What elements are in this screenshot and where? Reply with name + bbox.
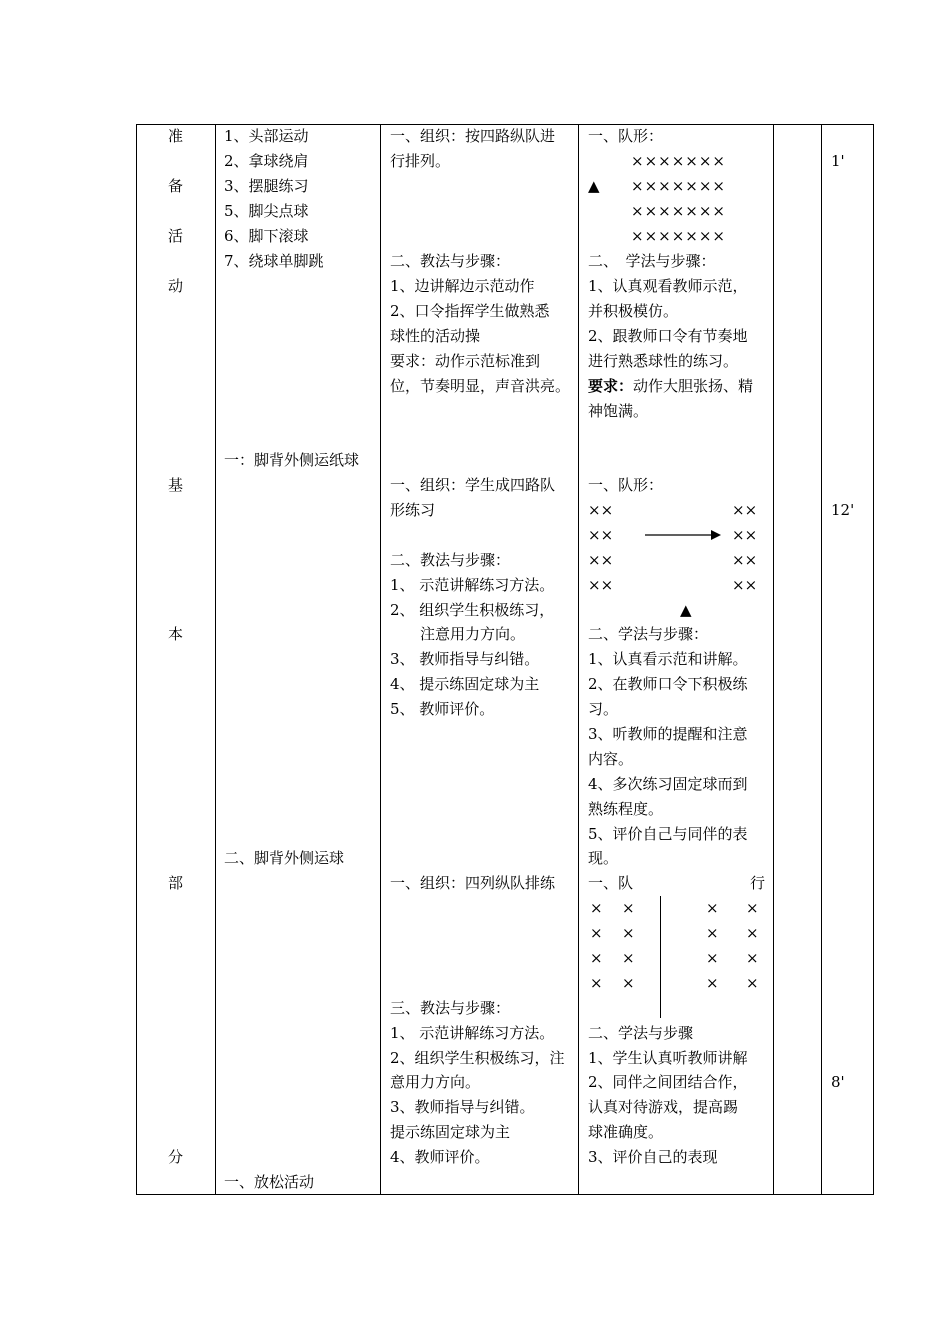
formation-pair: ×× <box>588 526 614 544</box>
formation-x: × <box>746 949 759 967</box>
teacher-line: 3、教师指导与纠错。 <box>390 1098 535 1116</box>
formation-x: × <box>590 899 603 917</box>
teacher-line: 注意用力方向。 <box>420 625 526 643</box>
student-line: 1、认真看示范和讲解。 <box>588 650 748 668</box>
student-line: 一、队形： <box>588 127 664 145</box>
student-line: 4、多次练习固定球而到 <box>588 775 748 793</box>
section-char: 动 <box>168 277 184 295</box>
teacher-line: 5、 教师评价。 <box>390 700 495 718</box>
content-line: 1、头部运动 <box>224 127 309 145</box>
teacher-line: 1、 示范讲解练习方法。 <box>390 1024 555 1042</box>
teacher-line: 3、 教师指导与纠错。 <box>390 650 540 668</box>
teacher-line: 1、 示范讲解练习方法。 <box>390 576 555 594</box>
student-line: 一、队 <box>588 874 634 892</box>
column-divider <box>380 124 381 1195</box>
teacher-line: 提示练固定球为主 <box>390 1123 511 1141</box>
teacher-line: 位，节奏明显，声音洪亮。 <box>390 377 571 395</box>
time-value: 12' <box>831 501 855 519</box>
student-line: 内容。 <box>588 750 634 768</box>
formation-x: × <box>706 924 719 942</box>
student-line: 认真对待游戏，提高踢 <box>588 1098 739 1116</box>
teacher-line: 一、组织：学生成四路队 <box>390 476 556 494</box>
teacher-triangle-icon: ▲ <box>588 177 600 195</box>
formation-pair: ×× <box>732 501 758 519</box>
student-line: 行 <box>750 874 766 892</box>
student-line: 3、听教师的提醒和注意 <box>588 725 748 743</box>
section-char: 本 <box>168 625 184 643</box>
formation-row: ××××××× <box>631 227 726 245</box>
student-line: 二、学法与步骤： <box>588 625 709 643</box>
student-line: 神饱满。 <box>588 402 649 420</box>
formation-pair: ×× <box>588 551 614 569</box>
teacher-line: 一、组织：四列纵队排练 <box>390 874 556 892</box>
student-line: 现。 <box>588 849 619 867</box>
student-line: 熟练程度。 <box>588 800 664 818</box>
formation-x: × <box>590 949 603 967</box>
section-char: 活 <box>168 227 184 245</box>
content-line: 6、脚下滚球 <box>224 227 309 245</box>
teacher-line: 一、组织：按四路纵队进 <box>390 127 556 145</box>
teacher-line: 4、 提示练固定球为主 <box>390 675 540 693</box>
column-divider <box>215 124 216 1195</box>
student-line: 3、评价自己的表现 <box>588 1148 718 1166</box>
content-line: 一、放松活动 <box>224 1173 315 1191</box>
formation-x: × <box>746 924 759 942</box>
formation-pair: ×× <box>732 576 758 594</box>
requirement-label: 要求： <box>588 377 634 395</box>
content-line: 二、脚背外侧运球 <box>224 849 345 867</box>
teacher-line: 二、教法与步骤： <box>390 252 511 270</box>
formation-x: × <box>746 974 759 992</box>
student-line: 一、队形： <box>588 476 664 494</box>
formation-pair: ×× <box>732 526 758 544</box>
requirement-text: 动作大胆张扬、精 <box>633 377 754 395</box>
content-line: 2、拿球绕肩 <box>224 152 309 170</box>
formation-x: × <box>706 899 719 917</box>
student-line: 2、同伴之间团结合作， <box>588 1073 748 1091</box>
section-char: 备 <box>168 177 184 195</box>
time-value: 8' <box>831 1073 845 1091</box>
student-line: 2、在教师口令下积极练 <box>588 675 748 693</box>
formation-x: × <box>706 974 719 992</box>
student-line: 5、评价自己与同伴的表 <box>588 825 748 843</box>
teacher-line: 三、教法与步骤： <box>390 999 511 1017</box>
student-line: 二、学法与步骤 <box>588 1024 694 1042</box>
formation-x: × <box>706 949 719 967</box>
teacher-line: 2、口令指挥学生做熟悉 <box>390 302 550 320</box>
formation-x: × <box>622 949 635 967</box>
content-line: 5、脚尖点球 <box>224 202 309 220</box>
formation-x: × <box>746 899 759 917</box>
formation-pair: ×× <box>588 501 614 519</box>
student-line: 二、 学法与步骤： <box>588 252 716 270</box>
formation-pair: ×× <box>588 576 614 594</box>
student-line: 2、跟教师口令有节奏地 <box>588 327 748 345</box>
content-line: 3、摆腿练习 <box>224 177 309 195</box>
teacher-line: 二、教法与步骤： <box>390 551 511 569</box>
section-char: 分 <box>168 1148 184 1166</box>
column-divider <box>773 124 774 1195</box>
student-line: 1、学生认真听教师讲解 <box>588 1049 748 1067</box>
formation-divider-line <box>660 896 661 1018</box>
student-line: 习。 <box>588 700 619 718</box>
section-char: 准 <box>168 127 184 145</box>
direction-arrow-icon <box>645 528 721 542</box>
student-line: 1、认真观看教师示范， <box>588 277 748 295</box>
teacher-line: 意用力方向。 <box>390 1073 481 1091</box>
formation-x: × <box>622 899 635 917</box>
teacher-line: 2、组织学生积极练习，注 <box>390 1049 565 1067</box>
content-line: 一：脚背外侧运纸球 <box>224 451 360 469</box>
formation-x: × <box>590 924 603 942</box>
section-char: 基 <box>168 476 184 494</box>
formation-row: ××××××× <box>631 202 726 220</box>
formation-x: × <box>622 974 635 992</box>
formation-x: × <box>622 924 635 942</box>
teacher-line: 2、 组织学生积极练习， <box>390 601 555 619</box>
formation-pair: ×× <box>732 551 758 569</box>
section-char: 部 <box>168 874 184 892</box>
formation-row: ××××××× <box>631 177 726 195</box>
formation-x: × <box>590 974 603 992</box>
student-line: 并积极模仿。 <box>588 302 679 320</box>
time-value: 1' <box>831 152 845 170</box>
teacher-line: 4、教师评价。 <box>390 1148 490 1166</box>
teacher-triangle-icon: ▲ <box>680 601 692 619</box>
student-line <box>588 374 753 399</box>
student-line: 进行熟悉球性的练习。 <box>588 352 739 370</box>
column-divider <box>821 124 822 1195</box>
teacher-line: 球性的活动操 <box>390 327 481 345</box>
teacher-line: 1、边讲解边示范动作 <box>390 277 535 295</box>
column-divider <box>578 124 579 1195</box>
teacher-line: 要求：动作示范标准到 <box>390 352 541 370</box>
content-line: 7、绕球单脚跳 <box>224 252 324 270</box>
teacher-line: 行排列。 <box>390 152 451 170</box>
student-line: 球准确度。 <box>588 1123 664 1141</box>
formation-row: ××××××× <box>631 152 726 170</box>
teacher-line: 形练习 <box>390 501 436 519</box>
